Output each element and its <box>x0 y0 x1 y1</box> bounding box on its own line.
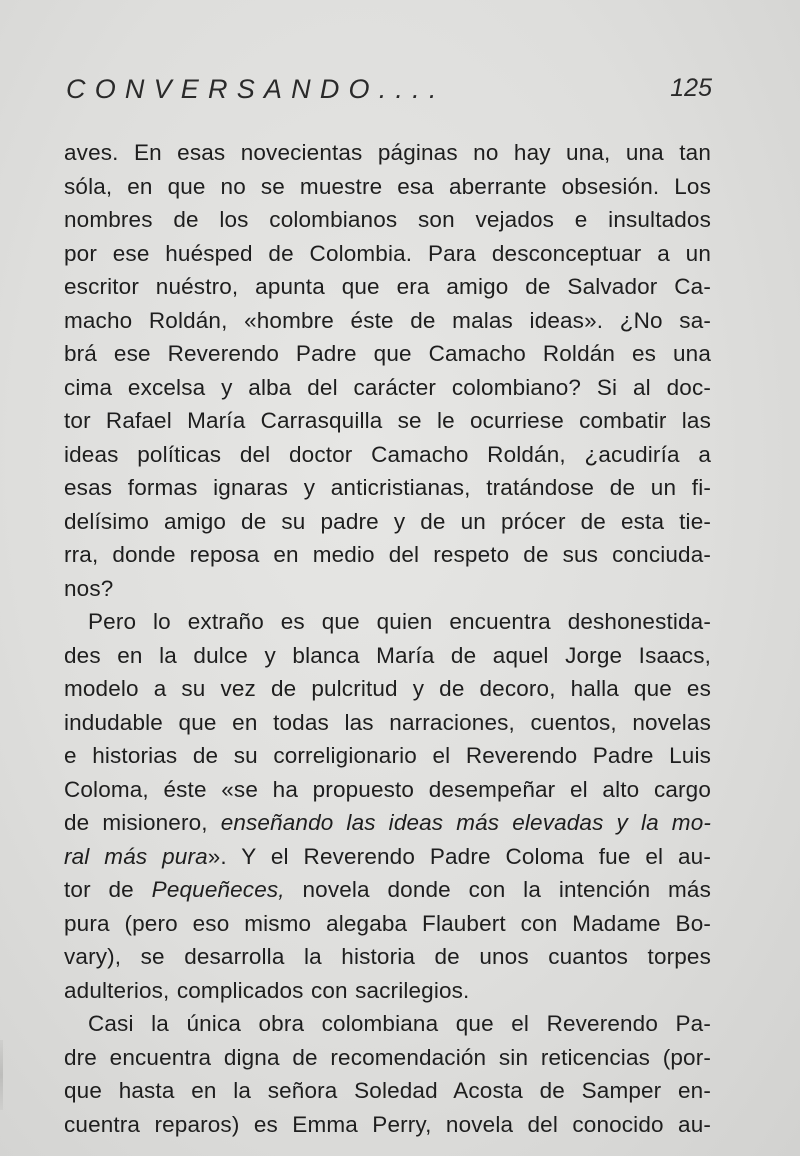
text-line: nombres de los colombianos son vejados e insultados <box>64 207 711 232</box>
page-edge-mark <box>0 1040 3 1110</box>
text-line: sóla, en que no se muestre esa aberrante obsesión. Los <box>64 173 711 199</box>
text-line: aves. En esas novecientas páginas no hay una, una tan <box>64 140 711 165</box>
text-line: cima excelsa y alba del carácter colombiano? Si al doc- <box>64 374 711 400</box>
text-line: que hasta en la señora Soledad Acosta de Samper en- <box>64 1078 711 1103</box>
text-line: tor Rafael María Carrasquilla se le ocurriese combatir las <box>64 408 711 433</box>
page-number: 125 <box>670 74 712 102</box>
running-head <box>66 74 712 110</box>
text-line: ideas políticas del doctor Camacho Roldán, ¿acudiría a <box>64 441 711 467</box>
book-title-italic: Pequeñeces, <box>151 877 285 902</box>
text-line: adulterios, complicados con sacrilegios. <box>64 977 470 1003</box>
text-line: pura (pero eso mismo alegaba Flaubert con Madame Bo- <box>64 910 711 936</box>
italic-quote: ral más pura <box>64 843 208 869</box>
italic-quote: enseñando las ideas más elevadas y la mo- <box>220 810 711 835</box>
text-line: Casi la única obra colombiana que el Reverendo Pa- <box>88 1011 711 1036</box>
running-title: CONVERSANDO.... <box>66 74 446 104</box>
body-text <box>64 136 711 1141</box>
text-line: e historias de su correligionario el Reverendo Padre Luis <box>64 743 711 768</box>
text-line: ral más pura». Y el Reverendo Padre Coloma fue el au- <box>64 843 711 869</box>
text-line: indudable que en todas las narraciones, cuentos, novelas <box>64 709 711 735</box>
text-line: macho Roldán, «hombre éste de malas ideas». ¿No sa- <box>64 307 711 333</box>
text-line: de misionero, enseñando las ideas más elevadas y la mo- <box>64 810 711 835</box>
text-line: vary), se desarrolla la historia de unos cuantos torpes <box>64 944 711 969</box>
text-line: tor de Pequeñeces, novela donde con la intención más <box>64 877 711 902</box>
text-line: nos? <box>64 575 114 601</box>
text-line: esas formas ignaras y anticristianas, tratándose de un fi- <box>64 475 711 500</box>
text-line: Coloma, éste «se ha propuesto desempeñar el alto cargo <box>64 776 711 802</box>
text-line: dre encuentra digna de recomendación sin reticencias (por- <box>64 1044 711 1070</box>
text-line: por ese huésped de Colombia. Para desconceptuar a un <box>64 240 711 266</box>
text-line: Pero lo extraño es que quien encuentra deshonestida- <box>88 609 711 634</box>
text-line: brá ese Reverendo Padre que Camacho Roldán es una <box>64 341 711 366</box>
text-line: des en la dulce y blanca María de aquel Jorge Isaacs, <box>64 642 711 668</box>
text-line: rra, donde reposa en medio del respeto de sus conciuda- <box>64 542 711 567</box>
text-line: delísimo amigo de su padre y de un prócer de esta tie- <box>64 508 711 534</box>
text-line: cuentra reparos) es Emma Perry, novela del conocido au- <box>64 1111 711 1137</box>
text-line: escritor nuéstro, apunta que era amigo de Salvador Ca- <box>64 274 711 299</box>
text-line: modelo a su vez de pulcritud y de decoro, halla que es <box>64 676 711 701</box>
